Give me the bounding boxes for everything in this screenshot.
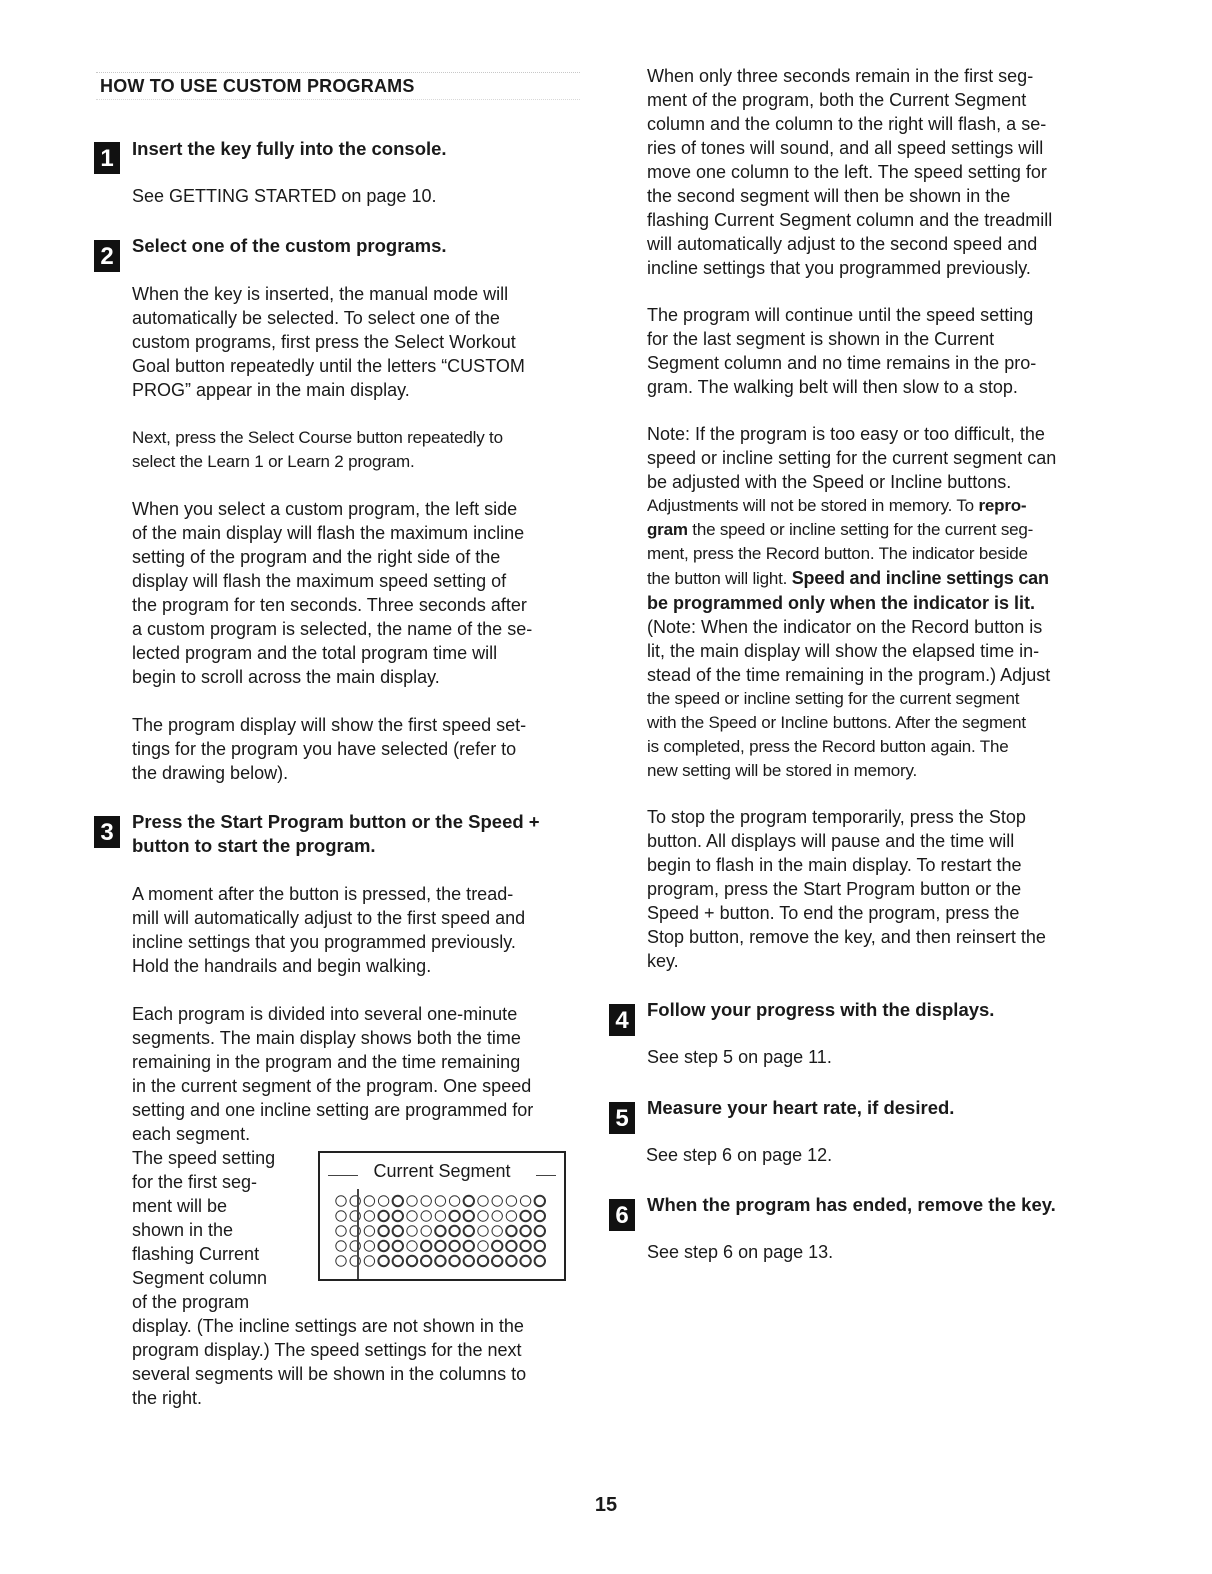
text-line: shown in the — [132, 1220, 234, 1240]
led-dot — [464, 1241, 474, 1251]
led-dot — [449, 1226, 459, 1236]
text-line: is completed, press the Record button again. The — [647, 737, 1009, 756]
led-dot — [364, 1241, 374, 1251]
text-line: Segment column — [132, 1268, 268, 1288]
heading-line: button to start the program. — [132, 835, 376, 856]
led-dot — [506, 1196, 516, 1206]
led-dot — [535, 1226, 545, 1236]
text-line: with the Speed or Incline buttons. After the segment — [647, 713, 1026, 732]
led-dot — [449, 1211, 459, 1221]
led-dot — [336, 1241, 346, 1251]
led-dot — [393, 1196, 403, 1206]
led-dot — [378, 1196, 388, 1206]
text-line: ment will be — [132, 1196, 228, 1216]
step-2-paragraph-1 — [132, 282, 525, 402]
step-2-paragraph-2 — [132, 426, 503, 474]
text-line: Goal button repeatedly until the letters “CUSTOM — [132, 356, 525, 376]
led-dot — [478, 1211, 488, 1221]
text-line: key. — [647, 951, 679, 971]
led-dot — [393, 1226, 403, 1236]
led-dot — [464, 1226, 474, 1236]
step-1-heading: Insert the key fully into the console. — [132, 138, 447, 159]
text-line — [647, 591, 1056, 615]
led-dot — [492, 1241, 502, 1251]
led-dot — [393, 1256, 403, 1266]
led-dot — [421, 1211, 431, 1221]
text-line — [647, 566, 1056, 591]
led-dot — [449, 1241, 459, 1251]
led-dot — [336, 1256, 346, 1266]
led-dot — [535, 1196, 545, 1206]
led-dot — [478, 1196, 488, 1206]
bold-span: repro- — [978, 496, 1027, 515]
text-line: tings for the program you have selected (refer to — [132, 739, 517, 759]
led-dot — [393, 1241, 403, 1251]
text-line: will automatically adjust to the second speed and — [647, 234, 1038, 254]
text-line: When the key is inserted, the manual mode will — [132, 284, 509, 304]
text-line: incline settings that you programmed previously. — [647, 258, 1031, 278]
text-line: display will flash the maximum speed setting of — [132, 571, 507, 591]
text-line: flashing Current Segment column and the treadmill — [647, 210, 1053, 230]
text-line: lected program and the total program time will — [132, 643, 498, 663]
led-dot — [506, 1241, 516, 1251]
led-dot — [435, 1256, 445, 1266]
text-line: the right. — [132, 1388, 203, 1408]
led-dot — [421, 1256, 431, 1266]
text-line: custom programs, first press the Select Workout — [132, 332, 516, 352]
text-line: ment, press the Record button. The indicator beside — [647, 544, 1028, 563]
text-span: the button will light. — [647, 569, 792, 588]
led-dot — [435, 1196, 445, 1206]
text-line: A moment after the button is pressed, the tread- — [132, 884, 514, 904]
led-dot — [421, 1226, 431, 1236]
text-line: flashing Current — [132, 1244, 260, 1264]
led-grid-icon — [334, 1193, 556, 1271]
text-line: Each program is divided into several one-minute — [132, 1004, 518, 1024]
text-line — [647, 494, 1056, 518]
text-line: select the Learn 1 or Learn 2 program. — [132, 452, 415, 471]
led-dot — [407, 1211, 417, 1221]
led-dot — [378, 1241, 388, 1251]
text-line: PROG” appear in the main display. — [132, 380, 410, 400]
led-dot — [449, 1256, 459, 1266]
step-2-heading: Select one of the custom programs. — [132, 235, 447, 256]
text-line: mill will automatically adjust to the first speed and — [132, 908, 526, 928]
step-6-badge: 6 — [609, 1199, 635, 1231]
text-line: for the first seg- — [132, 1172, 258, 1192]
led-dot — [478, 1226, 488, 1236]
led-dot — [336, 1196, 346, 1206]
text-line: of the main display will flash the maximum incline — [132, 523, 525, 543]
text-line: begin to flash in the main display. To restart the — [647, 855, 1022, 875]
bold-span: Speed and incline settings can — [791, 568, 1049, 588]
led-dot — [336, 1226, 346, 1236]
text-line: each segment. — [132, 1124, 251, 1144]
text-line — [647, 518, 1056, 542]
text-line: for the last segment is shown in the Current — [647, 329, 995, 349]
text-line: Segment column and no time remains in the pro- — [647, 353, 1037, 373]
text-line: Speed + button. To end the program, press the — [647, 903, 1020, 923]
text-line: gram. The walking belt will then slow to a stop. — [647, 377, 1018, 397]
right-paragraph-stop — [647, 805, 1046, 973]
text-line: incline settings that you programmed previously. — [132, 932, 516, 952]
led-dot — [492, 1256, 502, 1266]
step-2-paragraph-4 — [132, 713, 526, 785]
text-line: the second segment will then be shown in the — [647, 186, 1011, 206]
right-paragraph-1 — [647, 64, 1052, 280]
led-dot — [478, 1241, 488, 1251]
text-line: (Note: When the indicator on the Record button is — [647, 617, 1043, 637]
led-dot — [492, 1196, 502, 1206]
text-line: begin to scroll across the main display. — [132, 667, 440, 687]
text-line: ries of tones will sound, and all speed settings will — [647, 138, 1044, 158]
led-dot — [464, 1256, 474, 1266]
text-line: a custom program is selected, the name of the se- — [132, 619, 533, 639]
text-line: the program for ten seconds. Three seconds after — [132, 595, 527, 615]
step-3-paragraph-1 — [132, 882, 525, 978]
led-dot — [535, 1241, 545, 1251]
led-dot — [393, 1211, 403, 1221]
text-line: The program will continue until the speed setting — [647, 305, 1034, 325]
led-dot — [435, 1241, 445, 1251]
text-line: To stop the program temporarily, press the Stop — [647, 807, 1026, 827]
text-line: The speed setting — [132, 1148, 276, 1168]
text-line: program, press the Start Program button or the — [647, 879, 1022, 899]
text-line: in the current segment of the program. One speed — [132, 1076, 532, 1096]
text-span: Adjustments will not be stored in memory. To — [647, 496, 979, 515]
text-line: segments. The main display shows both the time — [132, 1028, 521, 1048]
text-line: several segments will be shown in the columns to — [132, 1364, 527, 1384]
step-5-text: See step 6 on page 12. — [646, 1145, 833, 1165]
text-line: button. All displays will pause and the time will — [647, 831, 1015, 851]
led-dot — [449, 1196, 459, 1206]
led-dot — [336, 1211, 346, 1221]
step-5-badge: 5 — [609, 1102, 635, 1134]
led-dot — [378, 1211, 388, 1221]
led-dot — [435, 1226, 445, 1236]
current-segment-label: Current Segment — [373, 1161, 511, 1181]
led-dot — [506, 1256, 516, 1266]
text-line: remaining in the program and the time remaining — [132, 1052, 521, 1072]
led-dot — [421, 1196, 431, 1206]
led-dot — [506, 1226, 516, 1236]
led-dot — [364, 1211, 374, 1221]
text-line: automatically be selected. To select one of the — [132, 308, 500, 328]
step-3-badge: 3 — [94, 816, 120, 848]
step-3-paragraph-2 — [132, 1002, 533, 1146]
led-dot — [421, 1241, 431, 1251]
text-line: column and the column to the right will flash, a se- — [647, 114, 1047, 134]
page-title: HOW TO USE CUSTOM PROGRAMS — [100, 76, 415, 96]
text-line: the speed or incline setting for the current segment — [647, 689, 1020, 708]
right-paragraph-note — [647, 422, 1056, 783]
text-line: display. (The incline settings are not shown in the — [132, 1316, 524, 1336]
text-line: stead of the time remaining in the program.) Adjust — [647, 665, 1051, 685]
text-line: The program display will show the first speed set- — [132, 715, 527, 735]
step-1-text: See GETTING STARTED on page 10. — [132, 186, 437, 206]
led-dot — [478, 1256, 488, 1266]
led-dot — [364, 1256, 374, 1266]
step-4-text: See step 5 on page 11. — [647, 1047, 832, 1067]
text-line: setting and one incline setting are programmed for — [132, 1100, 534, 1120]
bold-span: gram — [647, 520, 688, 539]
led-dot — [364, 1226, 374, 1236]
bold-span: be programmed only when the indicator is lit. — [647, 593, 1036, 613]
led-dot — [492, 1211, 502, 1221]
led-dot — [464, 1196, 474, 1206]
text-line: new setting will be stored in memory. — [647, 761, 918, 780]
text-line: Hold the handrails and begin walking. — [132, 956, 432, 976]
text-line: ment of the program, both the Current Segment — [647, 90, 1027, 110]
led-dot — [520, 1241, 530, 1251]
diagram-rule — [536, 1175, 556, 1176]
led-dot — [520, 1196, 530, 1206]
right-paragraph-2 — [647, 303, 1036, 399]
led-dot — [378, 1256, 388, 1266]
led-dot — [407, 1196, 417, 1206]
led-dot — [520, 1256, 530, 1266]
step-1-badge: 1 — [94, 142, 120, 174]
step-5-heading: Measure your heart rate, if desired. — [647, 1097, 955, 1118]
step-4-heading: Follow your progress with the displays. — [647, 999, 995, 1020]
text-line: be adjusted with the Speed or Incline buttons. — [647, 472, 1012, 492]
text-line: setting of the program and the right side of the — [132, 547, 501, 567]
led-dot — [364, 1196, 374, 1206]
led-dot — [492, 1226, 502, 1236]
led-dot — [535, 1211, 545, 1221]
text-line: Stop button, remove the key, and then reinsert the — [647, 927, 1046, 947]
led-dot — [506, 1211, 516, 1221]
page-number: 15 — [594, 1494, 618, 1516]
led-dot — [378, 1226, 388, 1236]
text-line: Note: If the program is too easy or too difficult, the — [647, 424, 1045, 444]
led-dot — [407, 1226, 417, 1236]
led-dot — [535, 1256, 545, 1266]
step-4-badge: 4 — [609, 1004, 635, 1036]
text-line: of the program — [132, 1292, 250, 1312]
step-2-badge: 2 — [94, 240, 120, 272]
text-line: When you select a custom program, the left side — [132, 499, 518, 519]
text-line: move one column to the left. The speed setting for — [647, 162, 1047, 182]
step-3-heading — [132, 810, 540, 858]
led-dot — [435, 1211, 445, 1221]
step-6-heading: When the program has ended, remove the key. — [647, 1194, 1056, 1215]
text-line: Next, press the Select Course button repeatedly to — [132, 428, 503, 447]
text-line: speed or incline setting for the current segment can — [647, 448, 1057, 468]
text-line: When only three seconds remain in the first seg- — [647, 66, 1034, 86]
led-dot — [407, 1256, 417, 1266]
led-dot — [464, 1211, 474, 1221]
text-line: lit, the main display will show the elapsed time in- — [647, 641, 1040, 661]
text-span: the speed or incline setting for the current seg- — [687, 520, 1034, 539]
heading-line: Press the Start Program button or the Speed + — [132, 811, 540, 832]
current-segment-diagram — [318, 1151, 566, 1281]
step-2-paragraph-3 — [132, 497, 532, 689]
current-column-marker — [357, 1189, 359, 1279]
led-dot — [520, 1211, 530, 1221]
text-line: the drawing below). — [132, 763, 289, 783]
step-6-text: See step 6 on page 13. — [647, 1242, 834, 1262]
led-dot — [407, 1241, 417, 1251]
text-line: program display.) The speed settings for the next — [132, 1340, 522, 1360]
led-dot — [520, 1226, 530, 1236]
